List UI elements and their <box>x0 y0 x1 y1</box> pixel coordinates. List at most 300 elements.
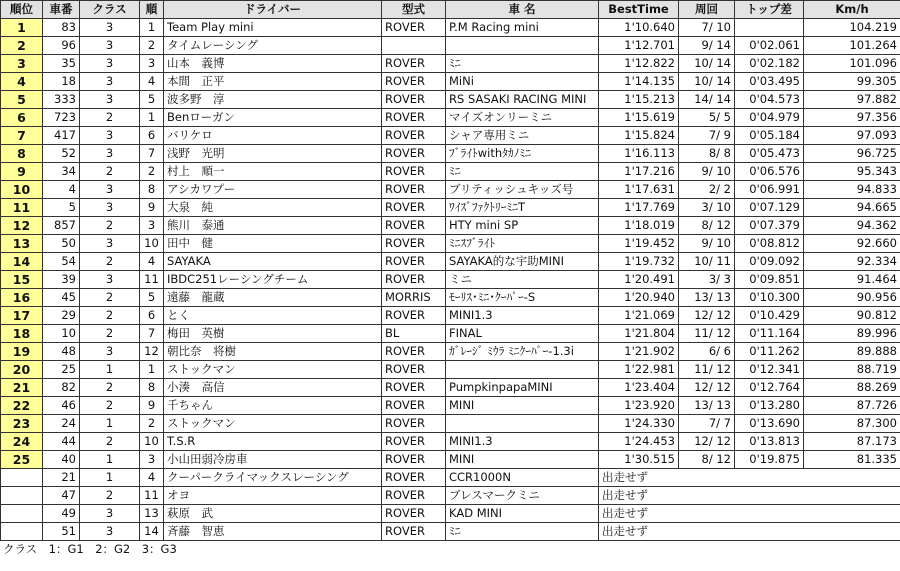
car-number-cell: 44 <box>43 433 80 451</box>
table-row <box>1 253 900 271</box>
gap-cell: 0'06.991 <box>735 181 804 199</box>
best-time-cell: 1'17.769 <box>599 199 679 217</box>
class-order-cell: 14 <box>140 523 164 541</box>
speed-cell: 96.725 <box>804 145 900 163</box>
best-time-cell: 1'15.619 <box>599 109 679 127</box>
class-cell: 3 <box>80 37 140 55</box>
speed-cell: 97.093 <box>804 127 900 145</box>
class-cell: 3 <box>80 145 140 163</box>
car-number-cell: 52 <box>43 145 80 163</box>
model-cell: ROVER <box>382 181 446 199</box>
class-cell: 2 <box>80 253 140 271</box>
class-cell: 1 <box>80 469 140 487</box>
car-number-cell: 34 <box>43 163 80 181</box>
class-cell: 2 <box>80 163 140 181</box>
header-model: 型式 <box>382 1 446 19</box>
model-cell: ROVER <box>382 55 446 73</box>
class-cell: 3 <box>80 505 140 523</box>
table-row <box>1 289 900 307</box>
class-order-cell: 5 <box>140 289 164 307</box>
class-cell: 2 <box>80 397 140 415</box>
table-row <box>1 181 900 199</box>
class-order-cell: 9 <box>140 397 164 415</box>
header-gap: トップ差 <box>735 1 804 19</box>
model-cell: ROVER <box>382 217 446 235</box>
driver-cell: 波多野 淳 <box>164 91 382 109</box>
best-time-cell: 1'17.216 <box>599 163 679 181</box>
car-number-cell: 25 <box>43 361 80 379</box>
best-time-cell: 1'24.453 <box>599 433 679 451</box>
driver-cell: Team Play mini <box>164 19 382 37</box>
gap-cell: 0'04.979 <box>735 109 804 127</box>
car-number-cell: 35 <box>43 55 80 73</box>
position-cell: 5 <box>1 91 43 109</box>
model-cell: ROVER <box>382 235 446 253</box>
table-row-dns <box>1 523 900 541</box>
class-order-cell: 2 <box>140 415 164 433</box>
model-cell: ROVER <box>382 415 446 433</box>
table-row <box>1 145 900 163</box>
driver-cell: ストックマン <box>164 415 382 433</box>
table-header-row <box>1 1 900 19</box>
car-number-cell: 723 <box>43 109 80 127</box>
laps-cell: 12/ 12 <box>679 379 735 397</box>
car-number-cell: 49 <box>43 505 80 523</box>
did-not-start-cell: 出走せず <box>599 523 900 541</box>
car-name-cell: ﾐﾆ <box>446 55 599 73</box>
best-time-cell: 1'20.940 <box>599 289 679 307</box>
car-number-cell: 51 <box>43 523 80 541</box>
model-cell: MORRIS <box>382 289 446 307</box>
car-number-cell: 333 <box>43 91 80 109</box>
car-number-cell: 82 <box>43 379 80 397</box>
class-order-cell: 8 <box>140 181 164 199</box>
speed-cell: 94.665 <box>804 199 900 217</box>
class-order-cell: 1 <box>140 361 164 379</box>
position-cell-empty <box>1 469 43 487</box>
table-body <box>1 19 900 541</box>
car-name-cell: P.M Racing mini <box>446 19 599 37</box>
position-cell: 1 <box>1 19 43 37</box>
table-row <box>1 127 900 145</box>
header-position: 順位 <box>1 1 43 19</box>
car-number-cell: 83 <box>43 19 80 37</box>
position-cell: 19 <box>1 343 43 361</box>
table-row <box>1 397 900 415</box>
speed-cell: 104.219 <box>804 19 900 37</box>
gap-cell: 0'07.379 <box>735 217 804 235</box>
gap-cell: 0'19.875 <box>735 451 804 469</box>
driver-cell: オヨ <box>164 487 382 505</box>
did-not-start-cell: 出走せず <box>599 469 900 487</box>
driver-cell: 朝比奈 将樹 <box>164 343 382 361</box>
model-cell: ROVER <box>382 361 446 379</box>
class-order-cell: 3 <box>140 217 164 235</box>
position-cell: 20 <box>1 361 43 379</box>
laps-cell: 13/ 13 <box>679 289 735 307</box>
model-cell: ROVER <box>382 397 446 415</box>
driver-cell: 小湊 高信 <box>164 379 382 397</box>
best-time-cell: 1'19.732 <box>599 253 679 271</box>
model-cell: ROVER <box>382 73 446 91</box>
laps-cell: 3/ 10 <box>679 199 735 217</box>
model-cell <box>382 37 446 55</box>
best-time-cell: 1'21.902 <box>599 343 679 361</box>
class-cell: 3 <box>80 19 140 37</box>
model-cell: ROVER <box>382 451 446 469</box>
gap-cell: 0'12.764 <box>735 379 804 397</box>
model-cell: ROVER <box>382 109 446 127</box>
best-time-cell: 1'23.920 <box>599 397 679 415</box>
class-cell: 1 <box>80 415 140 433</box>
car-name-cell: ﾓｰﾘｽ･ﾐﾆ･ｸｰﾊﾟｰ-S <box>446 289 599 307</box>
gap-cell: 0'13.690 <box>735 415 804 433</box>
car-name-cell: CCR1000N <box>446 469 599 487</box>
gap-cell: 0'11.262 <box>735 343 804 361</box>
class-order-cell: 12 <box>140 343 164 361</box>
speed-cell: 87.300 <box>804 415 900 433</box>
laps-cell: 11/ 12 <box>679 325 735 343</box>
gap-cell: 0'05.184 <box>735 127 804 145</box>
class-order-cell: 6 <box>140 127 164 145</box>
gap-cell: 0'03.495 <box>735 73 804 91</box>
model-cell: ROVER <box>382 469 446 487</box>
driver-cell: 萩原 武 <box>164 505 382 523</box>
class-order-cell: 13 <box>140 505 164 523</box>
gap-cell: 0'11.164 <box>735 325 804 343</box>
speed-cell: 94.362 <box>804 217 900 235</box>
car-name-cell: FINAL <box>446 325 599 343</box>
driver-cell: 浅野 光明 <box>164 145 382 163</box>
car-name-cell: MINI <box>446 397 599 415</box>
model-cell: ROVER <box>382 91 446 109</box>
driver-cell: 山本 義博 <box>164 55 382 73</box>
class-order-cell: 10 <box>140 433 164 451</box>
table-row <box>1 361 900 379</box>
driver-cell: クーパークライマックスレーシング <box>164 469 382 487</box>
driver-cell: 小山田弱冷房車 <box>164 451 382 469</box>
position-cell: 25 <box>1 451 43 469</box>
car-name-cell: MiNi <box>446 73 599 91</box>
class-cell: 3 <box>80 73 140 91</box>
car-number-cell: 857 <box>43 217 80 235</box>
header-class-order: 順 <box>140 1 164 19</box>
class-cell: 3 <box>80 343 140 361</box>
class-order-cell: 3 <box>140 451 164 469</box>
car-number-cell: 96 <box>43 37 80 55</box>
car-number-cell: 50 <box>43 235 80 253</box>
gap-cell <box>735 19 804 37</box>
header-class: クラス <box>80 1 140 19</box>
class-order-cell: 2 <box>140 163 164 181</box>
speed-cell: 89.888 <box>804 343 900 361</box>
class-order-cell: 10 <box>140 235 164 253</box>
did-not-start-cell: 出走せず <box>599 505 900 523</box>
class-cell: 3 <box>80 91 140 109</box>
best-time-cell: 1'17.631 <box>599 181 679 199</box>
class-order-cell: 3 <box>140 55 164 73</box>
driver-cell: IBDC251レーシングチーム <box>164 271 382 289</box>
speed-cell: 91.464 <box>804 271 900 289</box>
class-cell: 3 <box>80 235 140 253</box>
class-order-cell: 1 <box>140 109 164 127</box>
position-cell: 21 <box>1 379 43 397</box>
car-name-cell: ブレスマークミニ <box>446 487 599 505</box>
car-name-cell: ﾐﾆ <box>446 523 599 541</box>
laps-cell: 2/ 2 <box>679 181 735 199</box>
best-time-cell: 1'21.069 <box>599 307 679 325</box>
gap-cell: 0'06.576 <box>735 163 804 181</box>
model-cell: ROVER <box>382 199 446 217</box>
car-name-cell: MINI1.3 <box>446 433 599 451</box>
laps-cell: 7/ 9 <box>679 127 735 145</box>
best-time-cell: 1'15.824 <box>599 127 679 145</box>
gap-cell: 0'10.429 <box>735 307 804 325</box>
position-cell: 12 <box>1 217 43 235</box>
speed-cell: 97.882 <box>804 91 900 109</box>
gap-cell: 0'05.473 <box>735 145 804 163</box>
laps-cell: 13/ 13 <box>679 397 735 415</box>
car-number-cell: 39 <box>43 271 80 289</box>
laps-cell: 11/ 12 <box>679 361 735 379</box>
speed-cell: 88.719 <box>804 361 900 379</box>
laps-cell: 9/ 14 <box>679 37 735 55</box>
driver-cell: アシカワプー <box>164 181 382 199</box>
gap-cell: 0'04.573 <box>735 91 804 109</box>
car-name-cell <box>446 37 599 55</box>
model-cell: ROVER <box>382 145 446 163</box>
car-number-cell: 21 <box>43 469 80 487</box>
table-row-dns <box>1 469 900 487</box>
laps-cell: 10/ 14 <box>679 55 735 73</box>
car-name-cell: ﾌﾞﾗｲﾄwithﾀｶﾉﾐﾆ <box>446 145 599 163</box>
car-number-cell: 47 <box>43 487 80 505</box>
driver-cell: とく <box>164 307 382 325</box>
class-cell: 3 <box>80 199 140 217</box>
model-cell: ROVER <box>382 379 446 397</box>
car-name-cell: PumpkinpapaMINI <box>446 379 599 397</box>
table-row <box>1 307 900 325</box>
table-row <box>1 343 900 361</box>
car-name-cell: ミニ <box>446 271 599 289</box>
driver-cell: 村上 順一 <box>164 163 382 181</box>
header-speed: Km/h <box>804 1 900 19</box>
driver-cell: 大泉 純 <box>164 199 382 217</box>
car-name-cell: ﾐﾆｽﾌﾞﾗｲﾄ <box>446 235 599 253</box>
header-driver: ドライバー <box>164 1 382 19</box>
car-name-cell: SAYAKA的な宇助MINI <box>446 253 599 271</box>
car-number-cell: 54 <box>43 253 80 271</box>
class-cell: 2 <box>80 217 140 235</box>
car-name-cell: ﾐﾆ <box>446 163 599 181</box>
driver-cell: T.S.R <box>164 433 382 451</box>
car-number-cell: 5 <box>43 199 80 217</box>
gap-cell: 0'09.851 <box>735 271 804 289</box>
class-order-cell: 8 <box>140 379 164 397</box>
position-cell: 4 <box>1 73 43 91</box>
table-row-dns <box>1 487 900 505</box>
position-cell: 10 <box>1 181 43 199</box>
laps-cell: 8/ 8 <box>679 145 735 163</box>
best-time-cell: 1'10.640 <box>599 19 679 37</box>
position-cell: 23 <box>1 415 43 433</box>
model-cell: ROVER <box>382 19 446 37</box>
table-row-dns <box>1 505 900 523</box>
speed-cell: 87.726 <box>804 397 900 415</box>
car-name-cell: ｶﾞﾚｰｼﾞ ﾐｳﾗ ﾐﾆｸｰﾊﾟｰ-1.3i <box>446 343 599 361</box>
table-row <box>1 91 900 109</box>
table-row <box>1 55 900 73</box>
position-cell: 7 <box>1 127 43 145</box>
class-cell: 3 <box>80 523 140 541</box>
position-cell-empty <box>1 505 43 523</box>
position-cell-empty <box>1 523 43 541</box>
best-time-cell: 1'14.135 <box>599 73 679 91</box>
model-cell: ROVER <box>382 307 446 325</box>
best-time-cell: 1'16.113 <box>599 145 679 163</box>
driver-cell: 千ちゃん <box>164 397 382 415</box>
speed-cell: 88.269 <box>804 379 900 397</box>
class-order-cell: 4 <box>140 469 164 487</box>
gap-cell: 0'08.812 <box>735 235 804 253</box>
position-cell: 8 <box>1 145 43 163</box>
gap-cell: 0'12.341 <box>735 361 804 379</box>
speed-cell: 89.996 <box>804 325 900 343</box>
laps-cell: 14/ 14 <box>679 91 735 109</box>
car-name-cell <box>446 415 599 433</box>
driver-cell: ストックマン <box>164 361 382 379</box>
laps-cell: 5/ 5 <box>679 109 735 127</box>
speed-cell: 97.356 <box>804 109 900 127</box>
position-cell: 6 <box>1 109 43 127</box>
table-row <box>1 451 900 469</box>
driver-cell: 本間 正平 <box>164 73 382 91</box>
class-cell: 3 <box>80 55 140 73</box>
gap-cell: 0'02.182 <box>735 55 804 73</box>
best-time-cell: 1'18.019 <box>599 217 679 235</box>
car-number-cell: 417 <box>43 127 80 145</box>
class-cell: 1 <box>80 361 140 379</box>
speed-cell: 95.343 <box>804 163 900 181</box>
table-row <box>1 109 900 127</box>
car-name-cell: MINI1.3 <box>446 307 599 325</box>
model-cell: ROVER <box>382 271 446 289</box>
position-cell: 22 <box>1 397 43 415</box>
table-row <box>1 73 900 91</box>
best-time-cell: 1'22.981 <box>599 361 679 379</box>
driver-cell: 斉藤 智恵 <box>164 523 382 541</box>
class-order-cell: 6 <box>140 307 164 325</box>
car-name-cell: マイズオンリーミニ <box>446 109 599 127</box>
class-cell: 2 <box>80 307 140 325</box>
car-number-cell: 48 <box>43 343 80 361</box>
best-time-cell: 1'30.515 <box>599 451 679 469</box>
car-name-cell: シャア専用ミニ <box>446 127 599 145</box>
model-cell: ROVER <box>382 505 446 523</box>
model-cell: ROVER <box>382 343 446 361</box>
speed-cell: 101.264 <box>804 37 900 55</box>
table-row <box>1 271 900 289</box>
car-name-cell: RS SASAKI RACING MINI <box>446 91 599 109</box>
car-number-cell: 46 <box>43 397 80 415</box>
car-number-cell: 24 <box>43 415 80 433</box>
driver-cell: Benローガン <box>164 109 382 127</box>
driver-cell: SAYAKA <box>164 253 382 271</box>
position-cell: 3 <box>1 55 43 73</box>
table-row <box>1 163 900 181</box>
model-cell: ROVER <box>382 253 446 271</box>
class-cell: 2 <box>80 289 140 307</box>
table-row <box>1 433 900 451</box>
header-laps: 周回 <box>679 1 735 19</box>
class-cell: 3 <box>80 181 140 199</box>
position-cell: 18 <box>1 325 43 343</box>
laps-cell: 12/ 12 <box>679 433 735 451</box>
laps-cell: 7/ 7 <box>679 415 735 433</box>
header-car-name: 車 名 <box>446 1 599 19</box>
driver-cell: 田中 健 <box>164 235 382 253</box>
class-order-cell: 2 <box>140 37 164 55</box>
position-cell: 16 <box>1 289 43 307</box>
car-number-cell: 40 <box>43 451 80 469</box>
speed-cell: 99.305 <box>804 73 900 91</box>
header-car-number: 車番 <box>43 1 80 19</box>
table-row <box>1 217 900 235</box>
car-number-cell: 29 <box>43 307 80 325</box>
table-row <box>1 199 900 217</box>
position-cell: 13 <box>1 235 43 253</box>
table-row <box>1 325 900 343</box>
class-order-cell: 11 <box>140 487 164 505</box>
car-number-cell: 18 <box>43 73 80 91</box>
class-cell: 2 <box>80 109 140 127</box>
class-cell: 2 <box>80 433 140 451</box>
class-legend: クラス 1：G1 2：G2 3：G3 <box>3 542 177 556</box>
laps-cell: 6/ 6 <box>679 343 735 361</box>
car-name-cell: MINI <box>446 451 599 469</box>
car-name-cell: ﾜｲｽﾞﾌｧｸﾄﾘｰﾐﾆT <box>446 199 599 217</box>
class-order-cell: 9 <box>140 199 164 217</box>
class-cell: 1 <box>80 451 140 469</box>
position-cell: 11 <box>1 199 43 217</box>
best-time-cell: 1'19.452 <box>599 235 679 253</box>
model-cell: ROVER <box>382 487 446 505</box>
driver-cell: 遠藤 龍蔵 <box>164 289 382 307</box>
header-best-time: BestTime <box>599 1 679 19</box>
speed-cell: 81.335 <box>804 451 900 469</box>
class-cell: 3 <box>80 127 140 145</box>
gap-cell: 0'10.300 <box>735 289 804 307</box>
speed-cell: 101.096 <box>804 55 900 73</box>
class-order-cell: 7 <box>140 325 164 343</box>
laps-cell: 9/ 10 <box>679 163 735 181</box>
table-row <box>1 379 900 397</box>
best-time-cell: 1'12.822 <box>599 55 679 73</box>
driver-cell: タイムレーシング <box>164 37 382 55</box>
best-time-cell: 1'20.491 <box>599 271 679 289</box>
model-cell: ROVER <box>382 163 446 181</box>
speed-cell: 92.334 <box>804 253 900 271</box>
did-not-start-cell: 出走せず <box>599 487 900 505</box>
model-cell: BL <box>382 325 446 343</box>
car-name-cell: KAD MINI <box>446 505 599 523</box>
class-order-cell: 1 <box>140 19 164 37</box>
car-number-cell: 4 <box>43 181 80 199</box>
gap-cell: 0'13.280 <box>735 397 804 415</box>
speed-cell: 87.173 <box>804 433 900 451</box>
speed-cell: 92.660 <box>804 235 900 253</box>
position-cell: 14 <box>1 253 43 271</box>
